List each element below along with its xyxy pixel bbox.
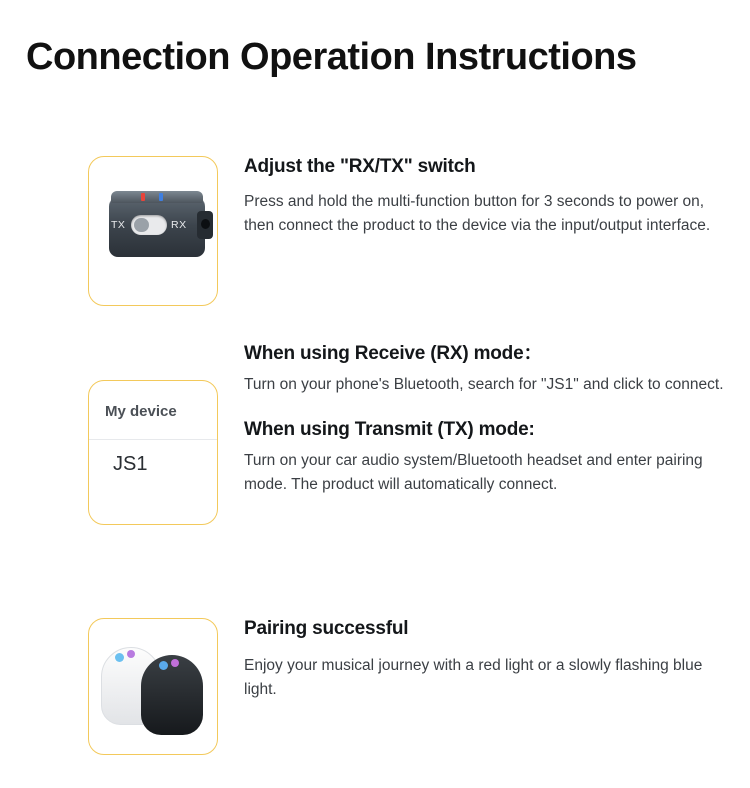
step-1-text [244, 156, 728, 238]
step-3 [88, 618, 728, 755]
step-2-heading-rx: When using Receive (RX) mode： [244, 343, 543, 364]
device-list-item[interactable]: JS1 [113, 453, 148, 475]
step-3-heading: Pairing successful [244, 618, 409, 639]
switch-knob [134, 218, 149, 232]
light-dot-purple [127, 650, 135, 658]
red-led-indicator [141, 193, 145, 201]
device-list-figure [88, 380, 218, 525]
step-3-text [244, 618, 728, 702]
step-2 [88, 338, 728, 525]
step-1 [88, 156, 728, 306]
step-2-body-tx: Turn on your car audio system/Bluetooth headset and enter pairing mode. The product will automatically connect. [244, 452, 703, 494]
step-3-body: Enjoy your musical journey with a red light or a slowly flashing blue light. [244, 657, 703, 699]
page-title: Connection Operation Instructions [26, 36, 637, 78]
light-dot-blue-2 [159, 661, 168, 670]
black-speaker-icon [141, 655, 203, 735]
device-list-title: My device [105, 403, 177, 420]
light-dot-blue [115, 653, 124, 662]
switch-label-rx: RX [171, 219, 187, 231]
jack-hole [201, 219, 210, 229]
adapter-top-panel [111, 191, 203, 203]
switch-label-tx: TX [111, 219, 126, 231]
divider [89, 439, 217, 440]
speakers-figure [88, 618, 218, 755]
blue-led-indicator [159, 193, 163, 201]
audio-jack-port [197, 211, 213, 239]
light-dot-purple-2 [171, 659, 179, 667]
step-1-body: Press and hold the multi-function button for 3 seconds to power on, then connect the product to the device via the input/output interface. [244, 193, 711, 235]
instructions-page [0, 38, 750, 788]
step-2-body-rx: Turn on your phone's Bluetooth, search for "JS1" and click to connect. [244, 376, 724, 393]
dongle-figure [88, 156, 218, 306]
step-1-heading: Adjust the "RX/TX" switch [244, 156, 476, 177]
step-2-heading-tx: When using Transmit (TX) mode: [244, 419, 535, 441]
step-2-text [244, 338, 728, 497]
rx-tx-switch[interactable] [131, 215, 167, 235]
bluetooth-adapter-illustration [97, 187, 215, 267]
